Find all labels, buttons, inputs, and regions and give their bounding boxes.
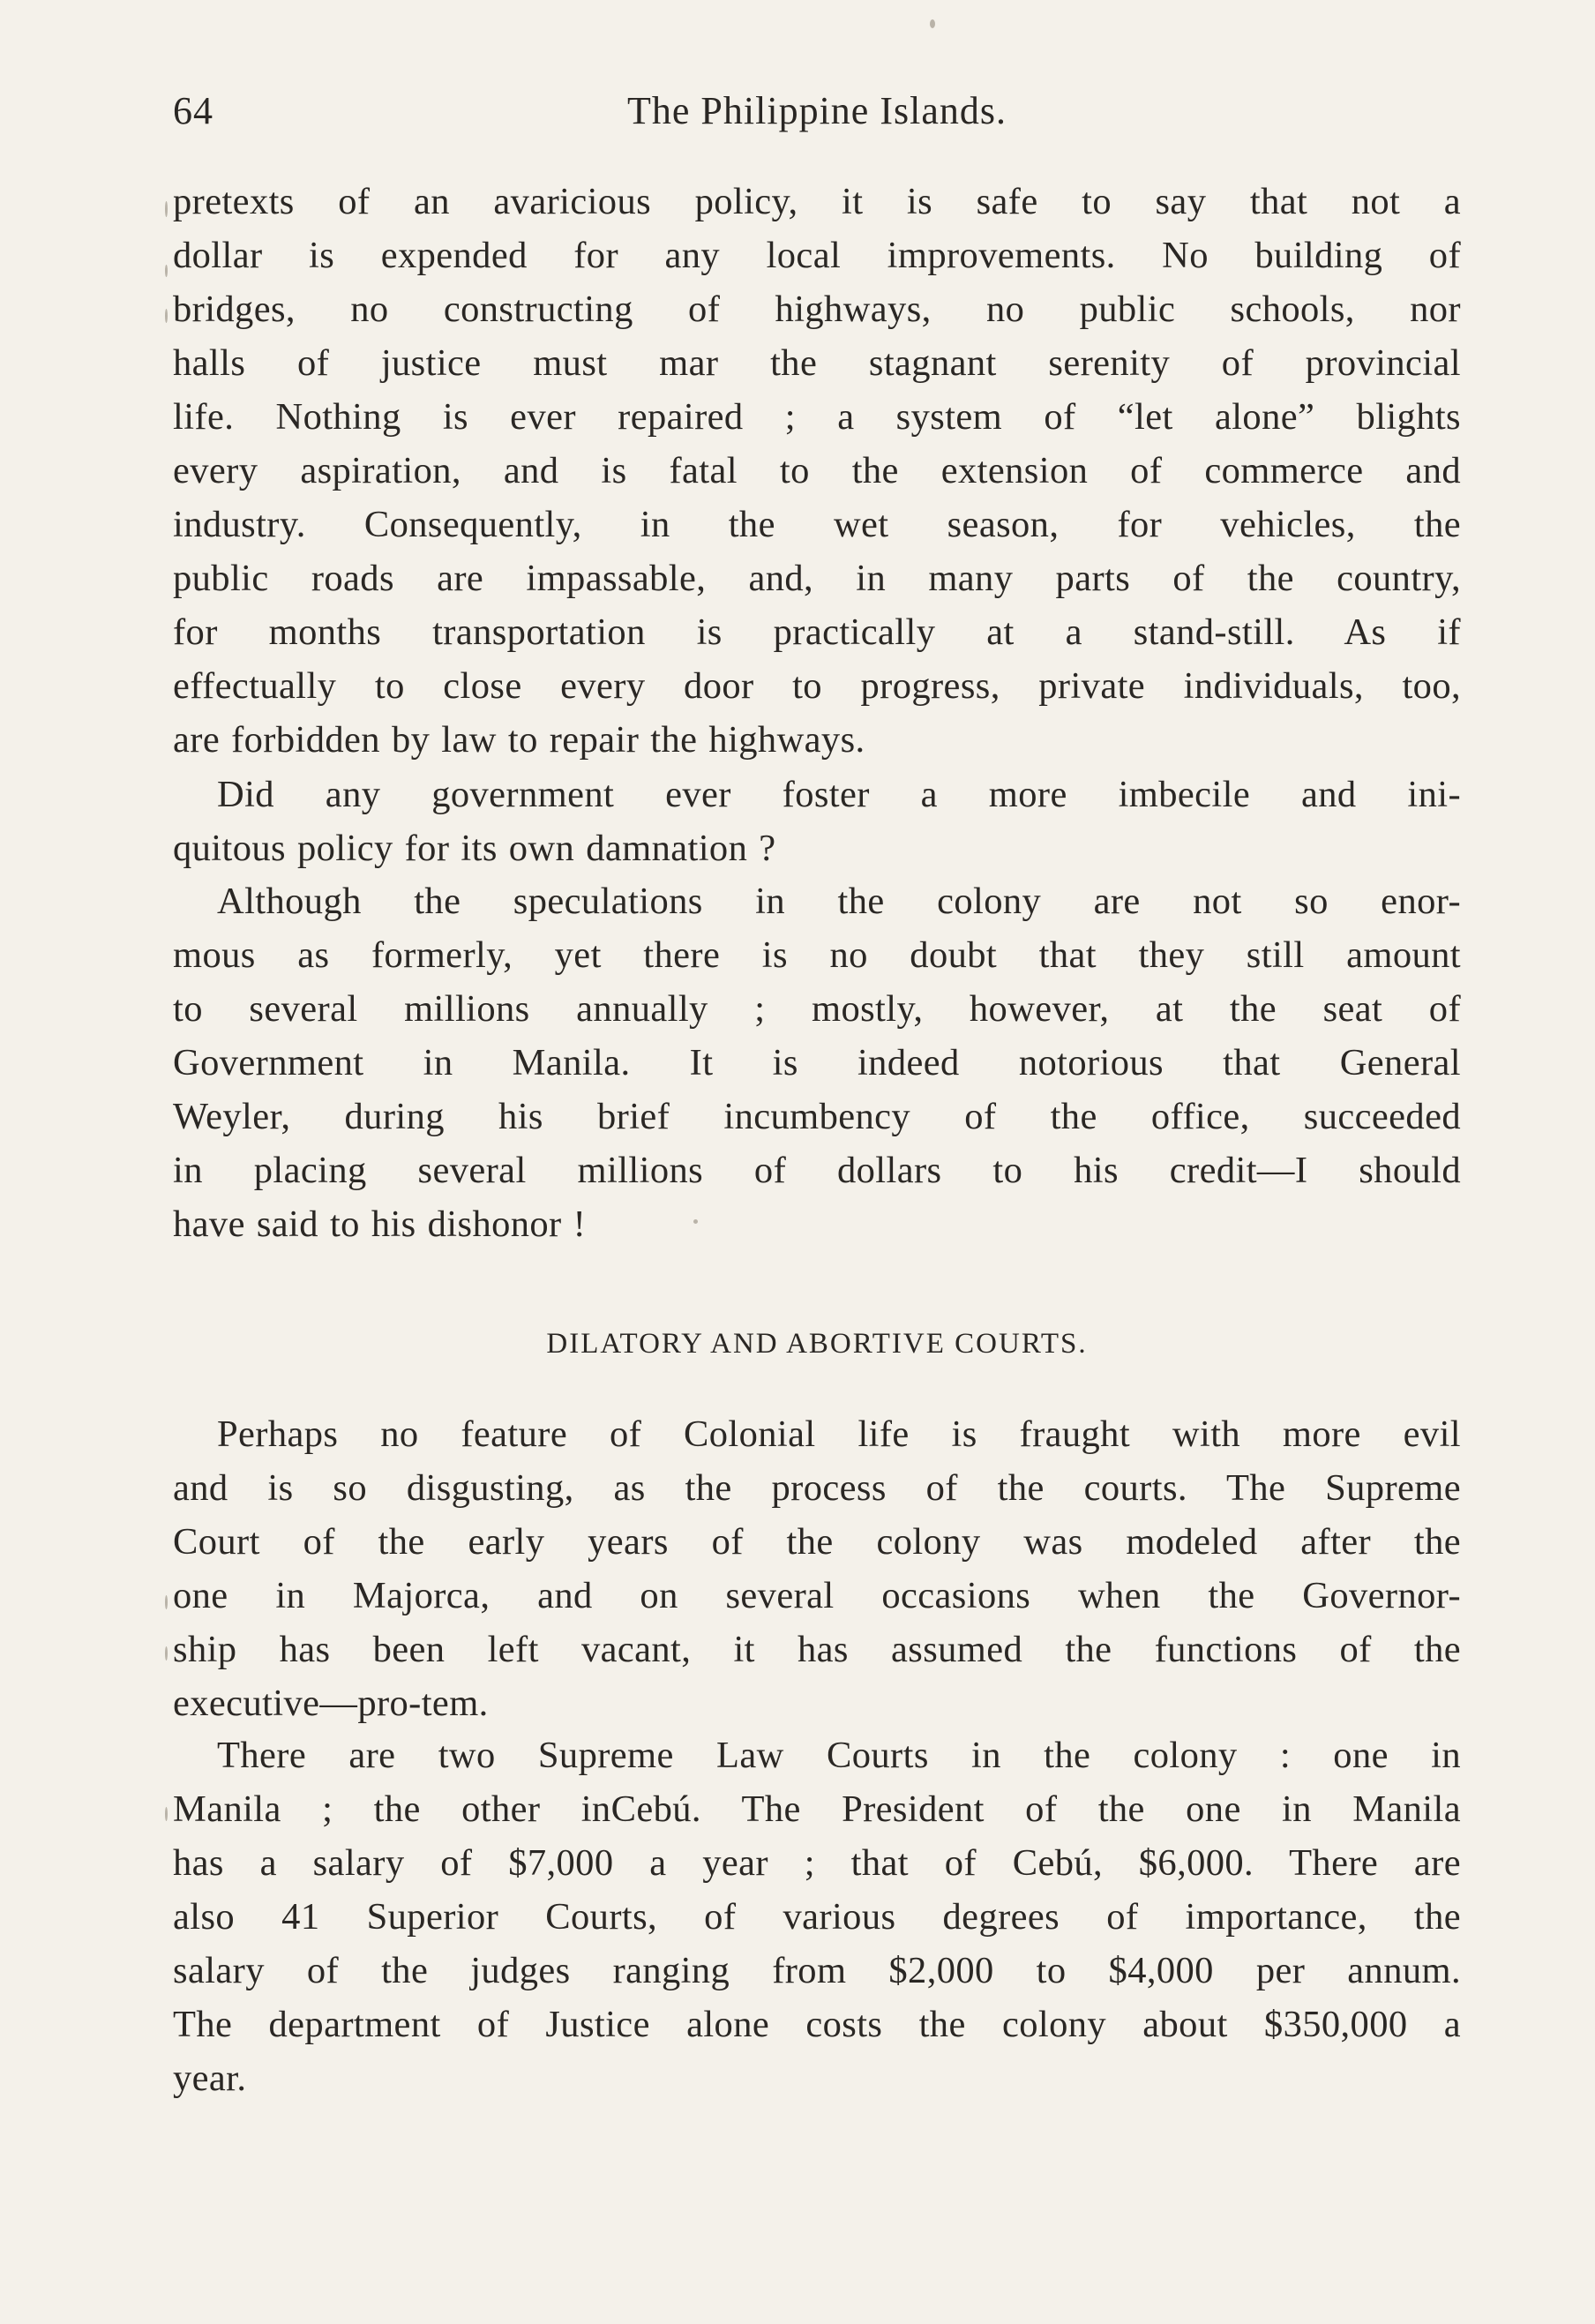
text-line: executive—pro-tem. xyxy=(173,1683,489,1724)
scan-speck xyxy=(165,1807,168,1821)
scan-speck xyxy=(165,265,168,277)
text-line: Weyler, during his brief incumbency of the office, succeeded xyxy=(173,1096,1461,1137)
page-number: 64 xyxy=(173,89,213,132)
text-line: salary of the judges ranging from $2,000 to $4,000 per annum. xyxy=(173,1950,1461,1991)
text-line: have said to his dishonor ! xyxy=(173,1203,587,1245)
scan-speck xyxy=(165,309,168,323)
text-line: and is so disgusting, as the process of the courts. The Supreme xyxy=(173,1467,1461,1509)
text-line: life. Nothing is ever repaired ; a system of “let alone” blights xyxy=(173,396,1461,438)
text-line: Did any government ever foster a more imbecile and ini- xyxy=(217,774,1461,815)
paragraph-1 xyxy=(173,175,1461,767)
text-line: ship has been left vacant, it has assumed the functions of the xyxy=(173,1629,1461,1670)
paragraph-5 xyxy=(173,1728,1461,2105)
paragraph-4 xyxy=(173,1407,1461,1730)
text-line: The department of Justice alone costs the colony about $350,000 a xyxy=(173,2004,1461,2045)
text-line: also 41 Superior Courts, of various degrees of importance, the xyxy=(173,1896,1461,1938)
text-line: for months transportation is practically at a stand-still. As if xyxy=(173,611,1461,653)
page-header xyxy=(173,88,1461,150)
text-line: year. xyxy=(173,2058,247,2099)
text-line: in placing several millions of dollars to his credit—I should xyxy=(173,1150,1461,1191)
paragraph-3 xyxy=(173,874,1461,1251)
text-line: dollar is expended for any local improvements. No building of xyxy=(173,235,1461,276)
text-line: to several millions annually ; mostly, however, at the seat of xyxy=(173,988,1461,1030)
section-heading: DILATORY AND ABORTIVE COURTS. xyxy=(546,1328,1088,1360)
text-line: effectually to close every door to progress, private individuals, too, xyxy=(173,665,1461,707)
scan-speck xyxy=(693,1219,698,1224)
scan-speck xyxy=(165,1595,168,1609)
text-line: Perhaps no feature of Colonial life is fraught with more evil xyxy=(217,1413,1461,1455)
paragraph-2 xyxy=(173,768,1461,875)
running-title: The Philippine Islands. xyxy=(627,89,1007,132)
scan-speck xyxy=(165,1646,168,1661)
text-line: are forbidden by law to repair the highways. xyxy=(173,719,865,761)
text-line: Court of the early years of the colony was modeled after the xyxy=(173,1521,1461,1563)
text-line: has a salary of $7,000 a year ; that of Cebú, $6,000. There are xyxy=(173,1842,1461,1884)
scan-speck xyxy=(165,201,168,217)
text-line: mous as formerly, yet there is no doubt that they still amount xyxy=(173,934,1461,976)
text-line: bridges, no constructing of highways, no public schools, nor xyxy=(173,289,1461,330)
text-line: quitous policy for its own damnation ? xyxy=(173,828,776,869)
scan-speck xyxy=(930,19,935,28)
text-line: industry. Consequently, in the wet season, for vehicles, the xyxy=(173,504,1461,545)
text-line: Although the speculations in the colony are not so enor- xyxy=(217,881,1461,922)
text-line: Manila ; the other inCebú. The President of the one in Manila xyxy=(173,1788,1461,1830)
text-line: public roads are impassable, and, in many parts of the country, xyxy=(173,558,1461,599)
text-line: halls of justice must mar the stagnant serenity of provincial xyxy=(173,342,1461,384)
text-line: There are two Supreme Law Courts in the colony : one in xyxy=(217,1735,1461,1776)
text-line: every aspiration, and is fatal to the extension of commerce and xyxy=(173,450,1461,491)
text-line: pretexts of an avaricious policy, it is safe to say that not a xyxy=(173,181,1461,222)
text-line: Government in Manila. It is indeed notorious that General xyxy=(173,1042,1461,1083)
text-line: one in Majorca, and on several occasions when the Governor- xyxy=(173,1575,1461,1616)
